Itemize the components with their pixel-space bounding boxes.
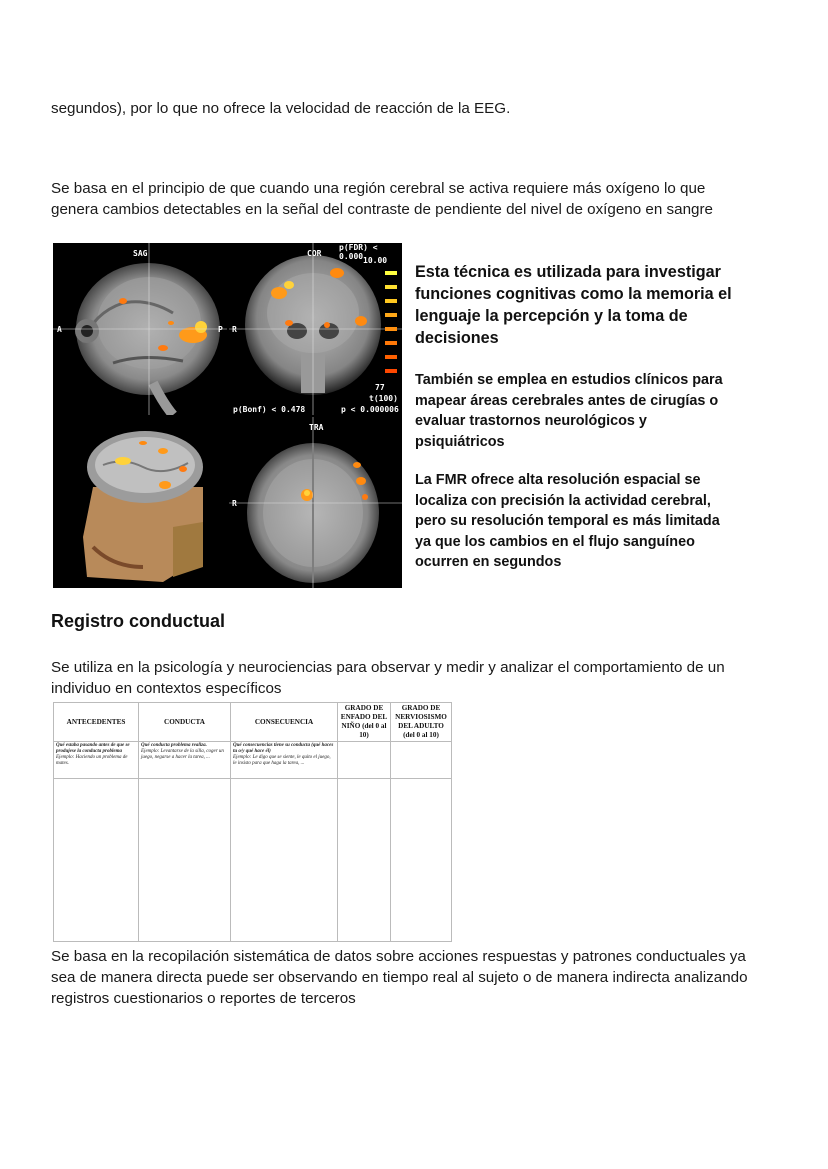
transverse-brain-image: [229, 417, 402, 588]
transverse-panel: [229, 417, 402, 588]
example-cell-conducta: [139, 742, 231, 779]
behavior-record-table: [53, 702, 452, 942]
sag-label: SAG: [133, 249, 148, 258]
cell-example: Ejemplo: Haciendo un problema de mates.: [56, 755, 128, 766]
cell-question: Qué consecuencias tiene su conducta (qué haces tu o/y qué hace él): [233, 743, 334, 754]
table-header-row: [54, 703, 452, 742]
table-cell: [139, 779, 231, 942]
paragraph-fmri-principle: Se basa en el principio de que cuando una región cerebral se activa requiere más oxígeno lo que genera cambios detectables en la señal del contraste de pendiente del nivel de oxígeno en sangre: [51, 180, 713, 218]
fmri-clinical-text: También se emplea en estudios clínicos para mapear áreas cerebrales antes de cirugías o evaluar trastornos neurológicos y psiquiátricos: [415, 372, 723, 450]
fmri-uses-text: Esta técnica es utilizada para investigar funciones cognitivas como la memoria el lenguaje la percepción y la toma de decisiones: [415, 263, 732, 347]
example-cell-consecuencia: [231, 742, 338, 779]
paragraph-eeg-end: segundos), por lo que no ofrece la velocidad de reacción de la EEG.: [51, 100, 511, 117]
fmri-brain-figure: [53, 243, 402, 588]
sagittal-brain-image: [53, 243, 227, 415]
max-value-label: 10.00: [363, 256, 388, 265]
example-cell-antecedentes: [54, 742, 139, 779]
fdr-label: p(FDR) < 0.000: [339, 243, 378, 261]
header-conducta: CONDUCTA: [139, 703, 231, 742]
table-example-row: [54, 742, 452, 779]
t-label: t(100): [369, 394, 398, 403]
paragraph-registro-definition: Se utiliza en la psicología y neurociencias para observar y medir y analizar el comportamiento de un individuo en contextos específicos: [51, 659, 725, 697]
3d-head-image: [53, 417, 227, 588]
p-value-label: p < 0.000006: [341, 405, 399, 414]
example-cell-enfado: [338, 742, 391, 779]
header-consecuencia: CONSECUENCIA: [231, 703, 338, 742]
coronal-panel: [229, 243, 402, 415]
cor-label: COR: [307, 249, 322, 258]
table-empty-row: [54, 779, 452, 942]
3d-head-panel: [53, 417, 227, 588]
table-cell: [391, 779, 452, 942]
paragraph-registro-method: Se basa en la recopilación sistemática de datos sobre acciones respuestas y patrones conductuales ya sea de manera directa puede ser observando en tiempo real al sujeto o de manera indirecta analizando registros cuestionarios o reportes de terceros: [51, 948, 748, 1007]
cell-question: Qué estaba pasando antes de que se produjese la conducta problema: [56, 743, 130, 754]
posterior-label: P: [218, 325, 223, 334]
section-heading-registro-conductual: Registro conductual: [51, 611, 226, 631]
example-cell-nerviosismo: [391, 742, 452, 779]
min-value-label: 77: [375, 383, 385, 392]
cell-example: Ejemplo: Le digo que se siente, le quito el juego, le insisto para que haga la tarea, ...: [233, 755, 331, 766]
header-antecedentes: ANTECEDENTES: [54, 703, 139, 742]
cell-example: Ejemplo: Levantarse de la silla, coger un juego, negarse a hacer la tarea, ...: [141, 749, 224, 760]
cell-question: Qué conducta problema realiza.: [141, 743, 207, 748]
tra-right-label: R: [232, 499, 237, 508]
bonf-label: p(Bonf) < 0.478: [233, 405, 306, 414]
header-grado-nerviosismo: GRADO DE NERVIOSISMO DEL ADULTO (del 0 al 10): [391, 703, 452, 742]
fmri-resolution-text: La FMR ofrece alta resolución espacial se localiza con precisión la actividad cerebral, pero su resolución temporal es más limitada ya que los cambios en el flujo sanguíneo ocurren en segundos: [415, 472, 720, 570]
table-cell: [338, 779, 391, 942]
header-grado-enfado: GRADO DE ENFADO DEL NIÑO (del 0 al 10): [338, 703, 391, 742]
table-cell: [231, 779, 338, 942]
anterior-label: A: [57, 325, 62, 334]
table-cell: [54, 779, 139, 942]
right-label: R: [232, 325, 237, 334]
sagittal-panel: [53, 243, 227, 415]
tra-label: TRA: [309, 423, 324, 432]
